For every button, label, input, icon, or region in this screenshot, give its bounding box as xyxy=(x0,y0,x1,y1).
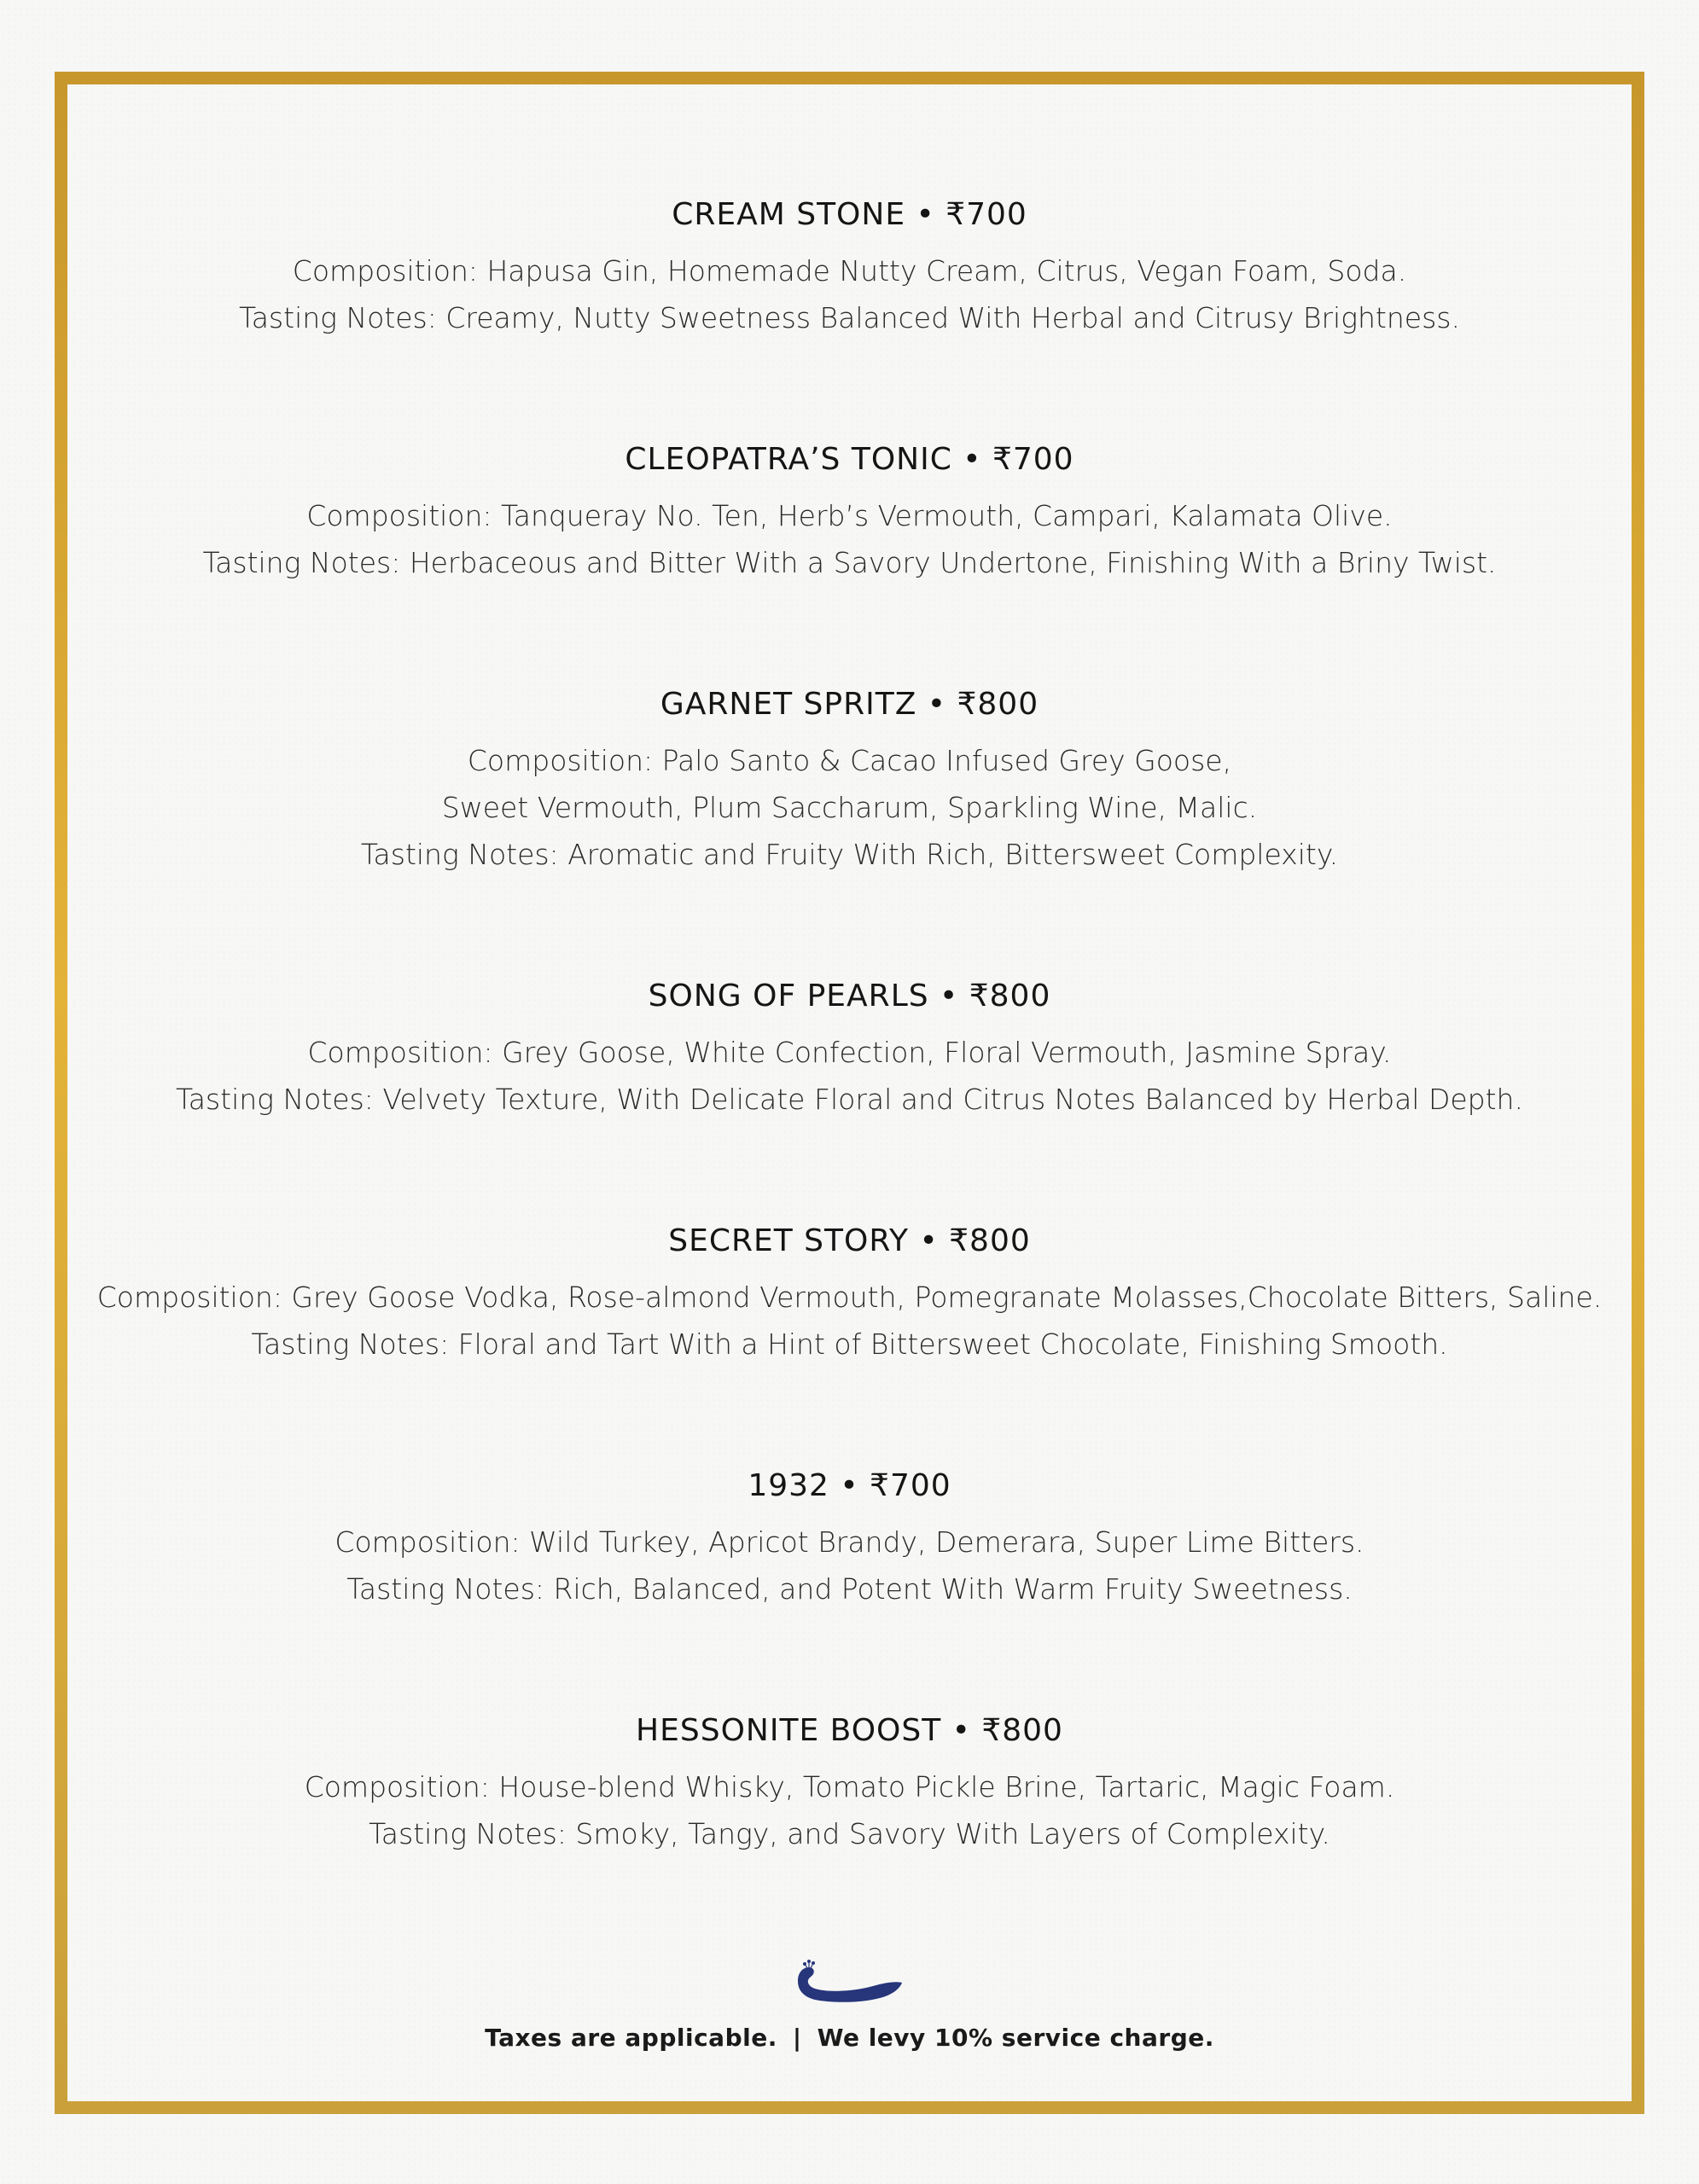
item-composition: Composition: Tanqueray No. Ten, Herb’s Vermouth, Campari, Kalamata Olive. xyxy=(306,499,1393,532)
menu-item xyxy=(85,679,1614,971)
item-tasting-notes: Tasting Notes: Smoky, Tangy, and Savory With Layers of Complexity. xyxy=(369,1817,1330,1850)
item-composition: Composition: Hapusa Gin, Homemade Nutty Cream, Citrus, Vegan Foam, Soda. xyxy=(292,254,1407,288)
service-charge-text: We levy 10% service charge. xyxy=(817,2024,1214,2052)
item-title: 1932 • ₹700 xyxy=(748,1468,951,1503)
menu-item xyxy=(85,434,1614,679)
menu-item xyxy=(85,1705,1614,1950)
item-tasting-notes: Tasting Notes: Rich, Balanced, and Potent With Warm Fruity Sweetness. xyxy=(346,1572,1353,1606)
menu-item xyxy=(85,1216,1614,1461)
item-title: CREAM STONE • ₹700 xyxy=(672,197,1027,232)
item-composition: Composition: Grey Goose, White Confection, Floral Vermouth, Jasmine Spray. xyxy=(307,1036,1392,1069)
item-tasting-notes: Tasting Notes: Creamy, Nutty Sweetness Balanced With Herbal and Citrusy Brightness. xyxy=(239,301,1460,334)
item-tasting-notes: Tasting Notes: Velvety Texture, With Delicate Floral and Citrus Notes Balanced by Herbal Depth. xyxy=(176,1083,1523,1116)
menu-item xyxy=(85,971,1614,1216)
footer-separator: | xyxy=(792,2024,802,2052)
item-tasting-notes: Tasting Notes: Aromatic and Fruity With Rich, Bittersweet Complexity. xyxy=(360,838,1339,871)
item-title: SECRET STORY • ₹800 xyxy=(668,1223,1031,1258)
menu-footer xyxy=(85,1954,1614,2052)
item-composition: Composition: Palo Santo & Cacao Infused Grey Goose, xyxy=(467,744,1232,777)
item-composition-cont: Sweet Vermouth, Plum Saccharum, Sparkling Wine, Malic. xyxy=(441,791,1258,824)
item-tasting-notes: Tasting Notes: Floral and Tart With a Hint of Bittersweet Chocolate, Finishing Smooth. xyxy=(251,1327,1448,1361)
menu-item xyxy=(85,1461,1614,1705)
item-composition: Composition: Grey Goose Vodka, Rose-almond Vermouth, Pomegranate Molasses,Chocolate Bitters, Saline. xyxy=(96,1281,1603,1314)
item-title: HESSONITE BOOST • ₹800 xyxy=(636,1713,1063,1748)
footer-note xyxy=(85,2024,1614,2052)
peacock-logo-icon xyxy=(794,1954,905,2005)
cocktail-menu xyxy=(85,189,1614,1950)
item-title: CLEOPATRA’S TONIC • ₹700 xyxy=(625,442,1074,477)
item-tasting-notes: Tasting Notes: Herbaceous and Bitter With a Savory Undertone, Finishing With a Briny Twist. xyxy=(202,546,1497,579)
item-composition: Composition: Wild Turkey, Apricot Brandy, Demerara, Super Lime Bitters. xyxy=(335,1525,1364,1559)
item-title: SONG OF PEARLS • ₹800 xyxy=(648,979,1051,1014)
item-title: GARNET SPRITZ • ₹800 xyxy=(660,687,1039,722)
taxes-text: Taxes are applicable. xyxy=(485,2024,777,2052)
item-composition: Composition: House-blend Whisky, Tomato Pickle Brine, Tartaric, Magic Foam. xyxy=(304,1770,1395,1804)
menu-item xyxy=(85,189,1614,434)
